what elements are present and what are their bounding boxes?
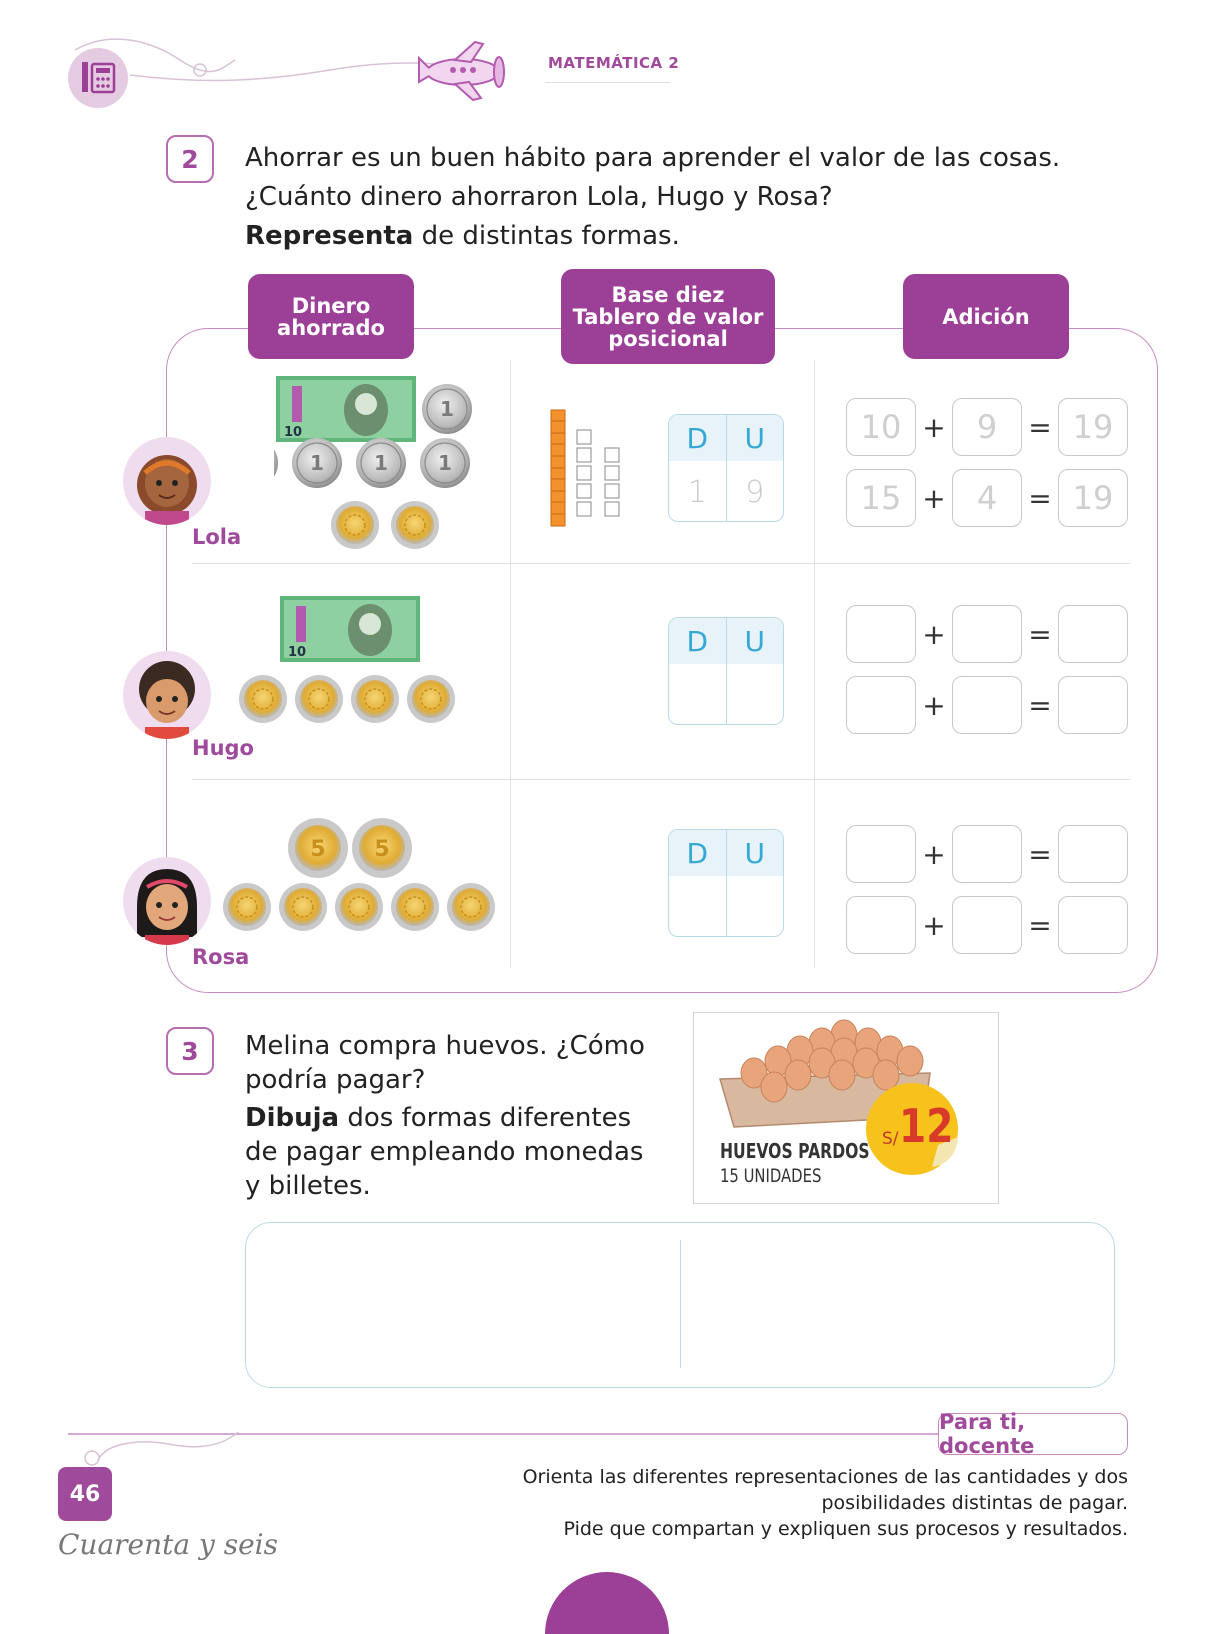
du-units-value[interactable]: [727, 664, 784, 725]
price-value: 12: [899, 1099, 954, 1153]
avatar-lola: [123, 437, 211, 525]
banknote-10-icon: [280, 596, 420, 662]
subject-underline: [545, 82, 670, 83]
column-divider-2: [814, 360, 815, 968]
base-ten-blocks: [549, 406, 629, 530]
kid-name-hugo: Hugo: [192, 736, 254, 760]
equation-row: [846, 469, 1128, 527]
sum-box[interactable]: 19: [1058, 469, 1128, 527]
column-divider-1: [510, 360, 511, 968]
du-tens-header: D: [669, 830, 727, 876]
coin-gold-icon: [391, 883, 439, 931]
addend-box[interactable]: [952, 825, 1022, 883]
banknote-10-icon: [276, 376, 416, 442]
question-3-line5: y billetes.: [245, 1171, 371, 1201]
equation-row: [846, 676, 1128, 734]
coin-gold-icon: [447, 883, 495, 931]
price-currency: S/: [882, 1129, 899, 1149]
coin-gold-icon: [295, 675, 343, 723]
footer-swirl-decoration: [68, 1420, 958, 1470]
coin-gold-icon: [279, 883, 327, 931]
equation-row: [846, 896, 1128, 954]
equals-sign: =: [1028, 617, 1052, 651]
product-name: HUEVOS PARDOS: [720, 1139, 870, 1163]
coin-1-sol-icon: [292, 438, 342, 488]
addition-rosa: [846, 825, 1128, 954]
question-3-line3: [245, 1101, 675, 1135]
plus-sign: +: [922, 908, 946, 942]
question-2-line3: [245, 217, 1145, 256]
du-units-header: U: [744, 836, 765, 870]
du-tens-value[interactable]: [669, 876, 727, 937]
product-units: 15 UNIDADES: [720, 1165, 822, 1187]
addend-box[interactable]: [846, 605, 916, 663]
plus-sign: +: [922, 617, 946, 651]
hugo-money-drawing: [238, 594, 468, 734]
addition-lola: [846, 398, 1128, 527]
col-header-money: Dinero ahorrado: [248, 274, 414, 359]
addend-box[interactable]: [846, 825, 916, 883]
addend-box[interactable]: 10: [846, 398, 916, 456]
equals-sign: =: [1028, 837, 1052, 871]
place-value-board-rosa: [668, 829, 784, 937]
airplane-icon: [415, 38, 510, 104]
plus-sign: +: [922, 481, 946, 515]
col-header-base-ten-line1: Base diez: [611, 282, 725, 307]
addend-box[interactable]: 9: [952, 398, 1022, 456]
question-2-line3-rest: de distintas formas.: [413, 221, 680, 251]
sum-box[interactable]: [1058, 605, 1128, 663]
plus-sign: +: [922, 688, 946, 722]
lola-money-drawing: [274, 374, 499, 554]
girl-avatar-icon: [123, 437, 211, 525]
equation-row: [846, 825, 1128, 883]
du-tens-header: D: [669, 618, 727, 664]
row-divider-1: [192, 563, 1130, 564]
addend-box[interactable]: [952, 896, 1022, 954]
question-3-verb: Dibuja: [245, 1103, 340, 1133]
addend-box[interactable]: 4: [952, 469, 1022, 527]
rosa-money-drawing: [220, 816, 500, 936]
coin-1-sol-icon: [274, 438, 278, 488]
teacher-note-text: [428, 1464, 1128, 1542]
place-value-board-hugo: [668, 617, 784, 725]
addend-box[interactable]: [846, 896, 916, 954]
col-header-addition: Adición: [903, 274, 1069, 359]
equals-sign: =: [1028, 410, 1052, 444]
teacher-note-line2: posibilidades distintas de pagar.: [821, 1492, 1128, 1514]
question-3-text: [245, 1029, 675, 1203]
subject-title: MATEMÁTICA 2: [548, 54, 680, 72]
bottom-tab-decoration: [545, 1572, 669, 1634]
avatar-rosa: [123, 857, 211, 945]
addition-hugo: [846, 605, 1128, 734]
egg-product-card: [693, 1012, 999, 1204]
page-number: 46: [58, 1467, 112, 1521]
sum-box[interactable]: 19: [1058, 398, 1128, 456]
addend-box[interactable]: 15: [846, 469, 916, 527]
question-3-line2: podría pagar?: [245, 1065, 426, 1095]
sum-box[interactable]: [1058, 896, 1128, 954]
coin-5-sol-icon: [288, 818, 348, 878]
question-2-line2: ¿Cuánto dinero ahorraron Lola, Hugo y Rosa?: [245, 182, 833, 212]
du-units-header: U: [744, 624, 765, 658]
page-number-words: Cuarenta y seis: [58, 1528, 278, 1561]
question-2-number: 2: [166, 135, 214, 183]
drawing-area-divider: [680, 1240, 681, 1368]
du-units-value[interactable]: [727, 876, 784, 937]
equals-sign: =: [1028, 908, 1052, 942]
col-header-base-ten-line2: Tablero de valor posicional: [572, 304, 764, 351]
du-units-value: 9: [745, 474, 765, 510]
du-tens-value[interactable]: [669, 664, 727, 725]
question-2-line1: Ahorrar es un buen hábito para aprender el valor de las cosas.: [245, 143, 1061, 173]
equation-row: [846, 398, 1128, 456]
question-2-verb: Representa: [245, 221, 414, 251]
coin-gold-icon: [391, 501, 439, 549]
question-3-line3-rest: dos formas diferentes: [339, 1103, 632, 1133]
col-header-base-ten: [561, 269, 775, 364]
addend-box[interactable]: [952, 605, 1022, 663]
coin-gold-icon: [335, 883, 383, 931]
plus-sign: +: [922, 837, 946, 871]
girl-avatar-icon: [123, 857, 211, 945]
place-value-board-lola: [668, 414, 784, 522]
sum-box[interactable]: [1058, 676, 1128, 734]
boy-avatar-icon: [123, 651, 211, 739]
coin-gold-icon: [331, 501, 379, 549]
coin-gold-icon: [407, 675, 455, 723]
equals-sign: =: [1028, 481, 1052, 515]
kid-name-rosa: Rosa: [192, 945, 250, 969]
coin-gold-icon: [351, 675, 399, 723]
coin-1-sol-icon: [420, 438, 470, 488]
plus-sign: +: [922, 410, 946, 444]
avatar-hugo: [123, 651, 211, 739]
addend-box[interactable]: [846, 676, 916, 734]
coin-gold-icon: [239, 675, 287, 723]
du-tens-header: D: [669, 415, 727, 461]
question-3-line1: Melina compra huevos. ¿Cómo: [245, 1031, 645, 1061]
question-3-number: 3: [166, 1027, 214, 1075]
equals-sign: =: [1028, 688, 1052, 722]
teacher-note-tab: Para ti, docente: [938, 1413, 1128, 1455]
coin-gold-icon: [223, 883, 271, 931]
question-3-line4: de pagar empleando monedas: [245, 1137, 644, 1167]
du-units-header: U: [744, 421, 765, 455]
teacher-note-line1: Orienta las diferentes representaciones de las cantidades y dos: [522, 1466, 1128, 1488]
coin-1-sol-icon: [356, 438, 406, 488]
row-divider-2: [192, 779, 1130, 780]
question-2-text: [245, 139, 1145, 256]
coin-1-sol-icon: [422, 384, 472, 434]
addend-box[interactable]: [952, 676, 1022, 734]
du-tens-value: 1: [669, 461, 727, 522]
teacher-note-line3: Pide que compartan y expliquen sus procesos y resultados.: [563, 1518, 1128, 1540]
equation-row: [846, 605, 1128, 663]
sum-box[interactable]: [1058, 825, 1128, 883]
coin-5-sol-icon: [352, 818, 412, 878]
kid-name-lola: Lola: [192, 525, 242, 549]
